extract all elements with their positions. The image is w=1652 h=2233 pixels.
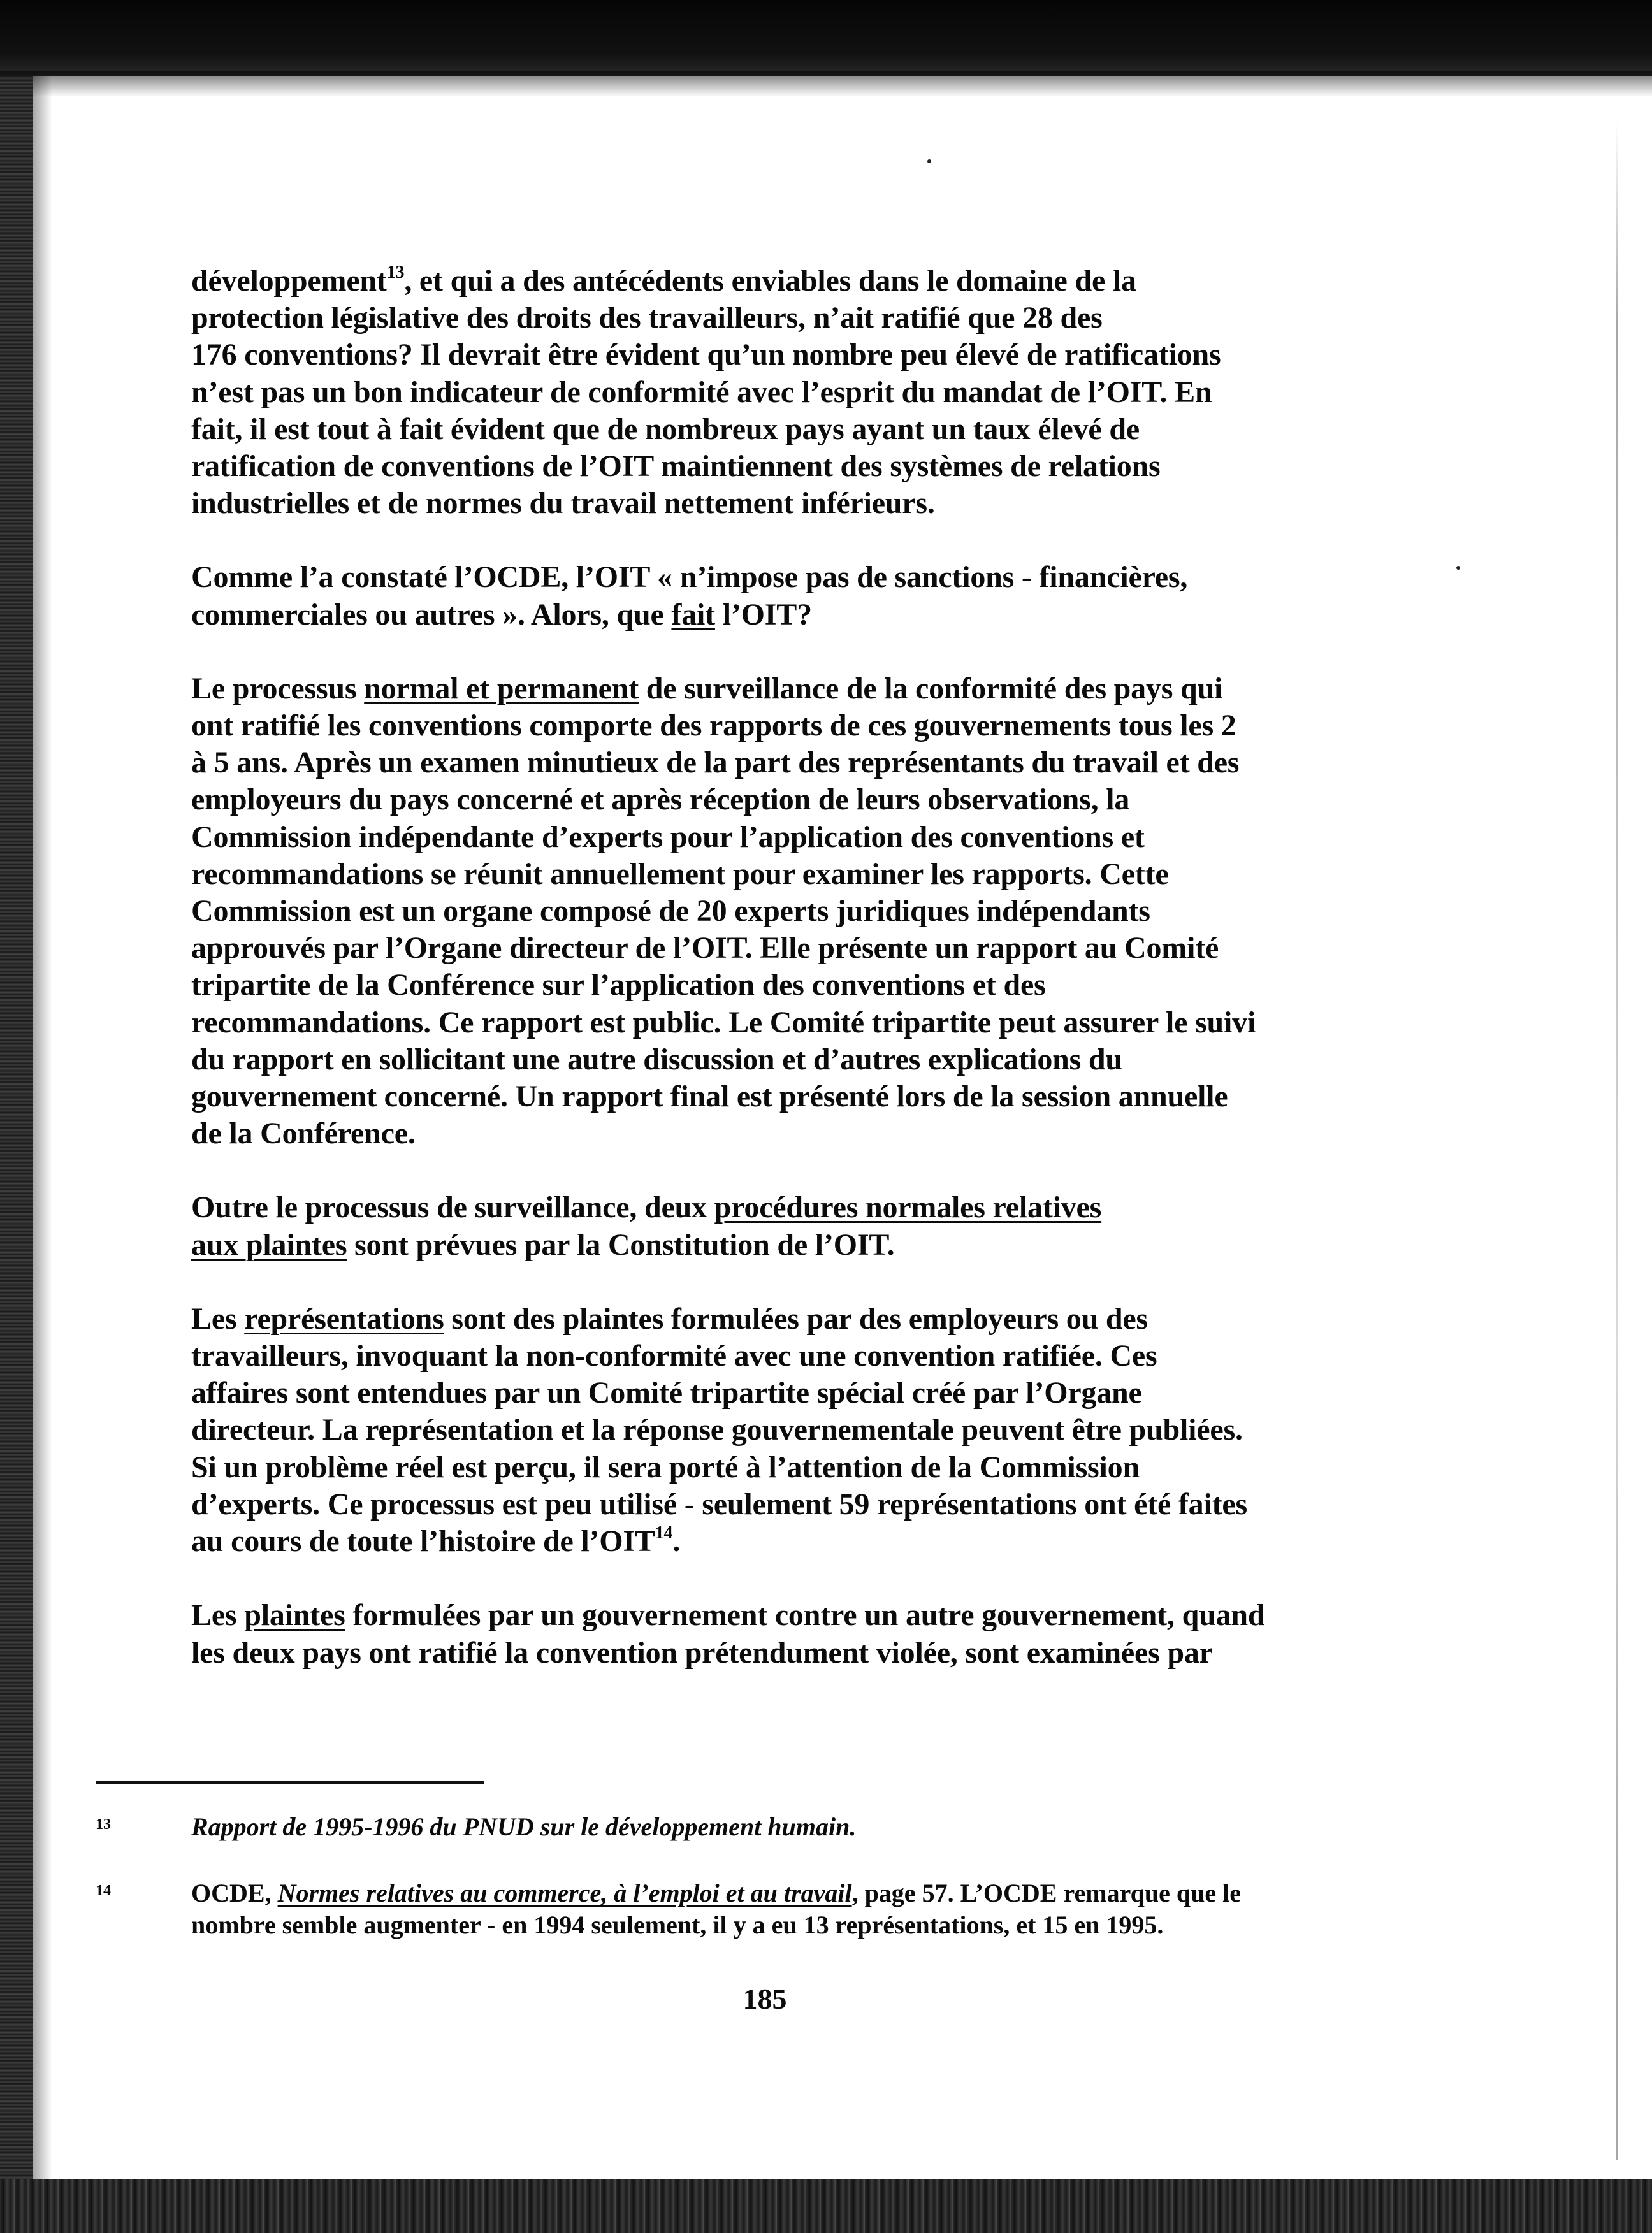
text-line: Comme l’a constaté l’OCDE, l’OIT « n’impose pas de sanctions - financières, bbox=[191, 560, 1188, 595]
footnote-line: OCDE, Normes relatives au commerce, à l’emploi et au travail, page 57. L’OCDE remarque que le bbox=[191, 1879, 1241, 1907]
text-line: Commission indépendante d’experts pour l’application des conventions et bbox=[191, 820, 1145, 854]
text-line: commerciales ou autres ». Alors, que fait l’OIT? bbox=[191, 597, 812, 632]
underlined-text: représentations bbox=[244, 1301, 444, 1336]
footnote-text bbox=[191, 1877, 1434, 1941]
underlined-text: procédures normales relatives bbox=[714, 1190, 1102, 1225]
text-line: fait, il est tout à fait évident que de nombreux pays ayant un taux élevé de bbox=[191, 412, 1140, 446]
text-line: travailleurs, invoquant la non-conformité avec une convention ratifiée. Ces bbox=[191, 1339, 1157, 1373]
text-line: à 5 ans. Après un examen minutieux de la part des représentants du travail et des bbox=[191, 746, 1240, 780]
paragraph bbox=[191, 263, 1453, 522]
paragraph bbox=[191, 670, 1453, 1153]
text-line: 176 conventions? Il devrait être évident qu’un nombre peu élevé de ratifications bbox=[191, 338, 1221, 372]
text-line: gouvernement concerné. Un rapport final est présenté lors de la session annuelle bbox=[191, 1080, 1228, 1114]
text-line: du rapport en sollicitant une autre discussion et d’autres explications du bbox=[191, 1042, 1122, 1076]
text-line: n’est pas un bon indicateur de conformité avec l’esprit du mandat de l’OIT. En bbox=[191, 375, 1212, 409]
text-line: affaires sont entendues par un Comité tripartite spécial créé par l’Organe bbox=[191, 1376, 1142, 1410]
underlined-text: aux plaintes bbox=[191, 1227, 347, 1262]
footnote-line: nombre semble augmenter - en 1994 seulement, il y a eu 13 représentations, et 15 en 1995. bbox=[191, 1911, 1164, 1939]
footnote-text bbox=[191, 1811, 1434, 1843]
scan-speck bbox=[927, 159, 931, 163]
footnote-reference: 14 bbox=[655, 1523, 673, 1543]
text-line: ont ratifié les conventions comporte des rapports de ces gouvernements tous les 2 bbox=[191, 709, 1236, 743]
text-line: ratification de conventions de l’OIT maintiennent des systèmes de relations bbox=[191, 449, 1161, 484]
underlined-text: plaintes bbox=[244, 1598, 345, 1633]
paragraph bbox=[191, 559, 1453, 633]
text-line: approuvés par l’Organe directeur de l’OIT. Elle présente un rapport au Comité bbox=[191, 931, 1219, 965]
text-line: employeurs du pays concerné et après réception de leurs observations, la bbox=[191, 783, 1130, 817]
text-line: les deux pays ont ratifié la convention prétendument violée, sont examinées par bbox=[191, 1635, 1213, 1670]
scan-left-border bbox=[0, 76, 33, 2179]
italic-text: Rapport de 1995-1996 du PNUD sur le développement humain. bbox=[191, 1812, 857, 1841]
footnote-number: 13 bbox=[96, 1816, 111, 1833]
text-line: protection législative des droits des travailleurs, n’ait ratifié que 28 des bbox=[191, 301, 1103, 335]
footnote-reference: 13 bbox=[386, 263, 405, 282]
text-line: au cours de toute l’histoire de l’OIT$^{14}$. bbox=[191, 1523, 681, 1559]
text-line: recommandations. Ce rapport est public. Le Comité tripartite peut assurer le suivi bbox=[191, 1005, 1256, 1039]
text-line: aux plaintes sont prévues par la Constitution de l’OIT. bbox=[191, 1227, 895, 1262]
scan-top-shadow bbox=[0, 71, 1652, 97]
text-line: industrielles et de normes du travail nettement inférieurs. bbox=[191, 486, 935, 521]
text-line: d’experts. Ce processus est peu utilisé - seulement 59 représentations ont été faites bbox=[191, 1487, 1247, 1521]
scan-bottom-border bbox=[0, 2179, 1652, 2233]
text-line: Si un problème réel est perçu, il sera porté à l’attention de la Commission bbox=[191, 1450, 1140, 1484]
underlined-text: fait bbox=[671, 597, 715, 632]
page-number: 185 bbox=[743, 1983, 787, 2015]
footnote-separator bbox=[96, 1781, 484, 1784]
text-line: Commission est un organe composé de 20 experts juridiques indépendants bbox=[191, 894, 1150, 929]
text-line: tripartite de la Conférence sur l’application des conventions et des bbox=[191, 968, 1046, 1002]
scan-top-border bbox=[0, 0, 1652, 76]
text-line: Les plaintes formulées par un gouvernement contre un autre gouvernement, quand bbox=[191, 1598, 1265, 1633]
footnote-line bbox=[191, 1811, 1434, 1843]
text-line: recommandations se réunit annuellement pour examiner les rapports. Cette bbox=[191, 856, 1169, 891]
scan-left-shadow bbox=[33, 76, 52, 2179]
document-body bbox=[191, 263, 1453, 1709]
paragraph bbox=[191, 1597, 1453, 1671]
cited-title: Normes relatives au commerce, à l’emploi et au travail bbox=[277, 1879, 852, 1907]
underlined-text: normal et permanent bbox=[364, 671, 639, 705]
paragraph bbox=[191, 1189, 1453, 1263]
scan-right-edge bbox=[1616, 121, 1618, 2160]
footnote-number: 14 bbox=[96, 1883, 111, 1899]
text-line: directeur. La représentation et la réponse gouvernementale peuvent être publiées. bbox=[191, 1413, 1243, 1447]
text-line: Les représentations sont des plaintes formulées par des employeurs ou des bbox=[191, 1301, 1148, 1336]
text-line: développement$^{13}$, et qui a des antécédents enviables dans le domaine de la bbox=[191, 263, 1136, 298]
text-line: Outre le processus de surveillance, deux procédures normales relatives bbox=[191, 1190, 1102, 1225]
paragraph bbox=[191, 1301, 1453, 1560]
text-line: de la Conférence. bbox=[191, 1116, 416, 1151]
scan-speck bbox=[1456, 566, 1460, 570]
text-line: Le processus normal et permanent de surveillance de la conformité des pays qui bbox=[191, 671, 1223, 705]
